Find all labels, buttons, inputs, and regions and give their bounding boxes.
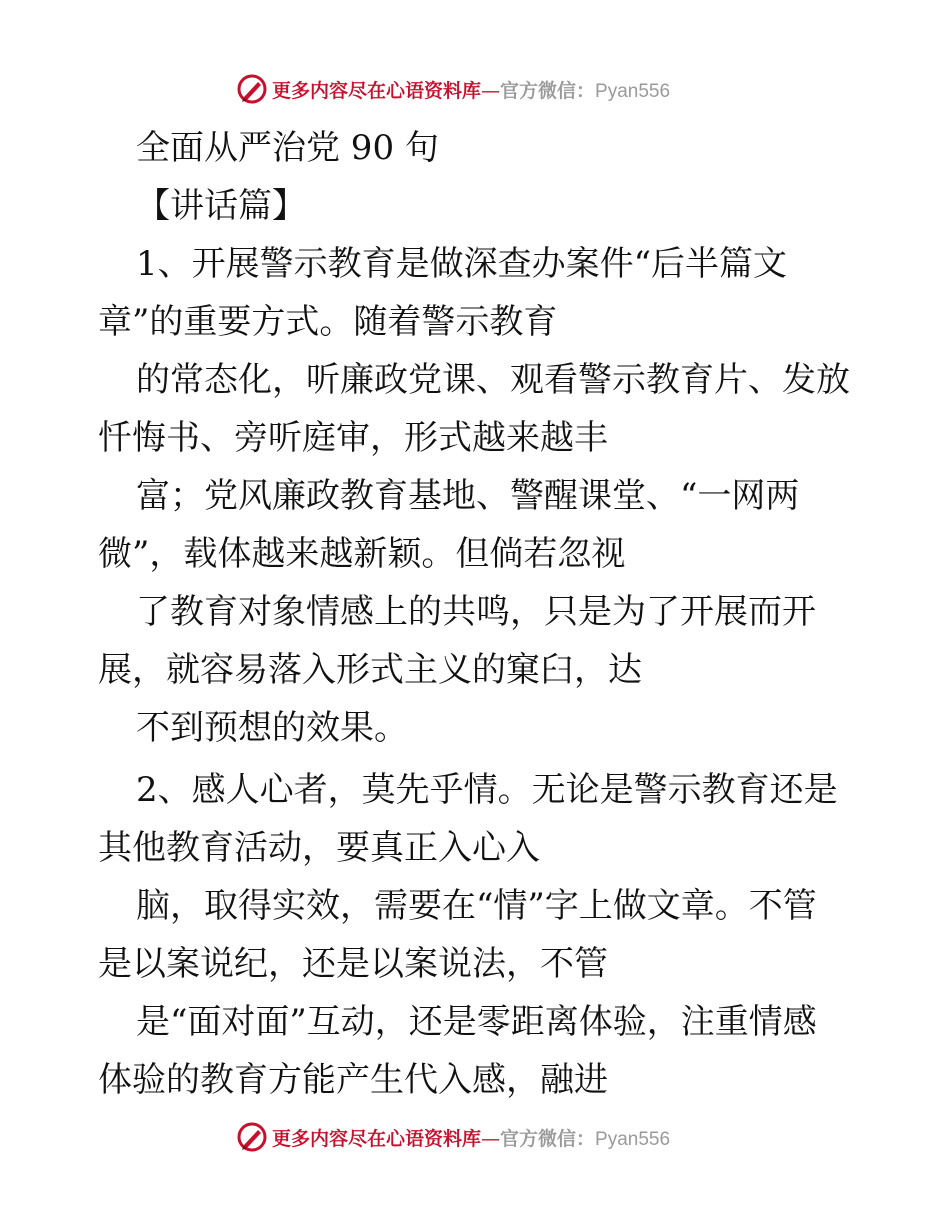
paragraph-line: 2、感人心者，莫先乎情。无论是警示教育还是 xyxy=(136,770,838,810)
banner-dash: — xyxy=(481,79,501,102)
paragraph-line: 其他教育活动，要真正入心入 xyxy=(98,828,540,868)
banner-wechat-label: 官方微信： xyxy=(500,79,596,102)
banner-brand: 更多内容尽在心语资料库 xyxy=(272,79,482,102)
paragraph-line: 富；党风廉政教育基地、警醒课堂、“一网两 xyxy=(136,476,800,516)
header-banner xyxy=(236,72,716,106)
paragraph-line: 的常态化，听廉政党课、观看警示教育片、发放 xyxy=(136,360,850,400)
paragraph-line: 了教育对象情感上的共鸣，只是为了开展而开 xyxy=(136,592,816,632)
paragraph-line: 忏悔书、旁听庭审，形式越来越丰 xyxy=(98,418,608,458)
pen-logo-icon xyxy=(236,1121,268,1153)
paragraph-line: 脑，取得实效，需要在“情”字上做文章。不管 xyxy=(136,886,817,926)
banner-dash: — xyxy=(481,1127,501,1150)
paragraph-line: 展，就容易落入形式主义的窠臼，达 xyxy=(98,650,642,690)
paragraph-line: 是以案说纪，还是以案说法，不管 xyxy=(98,944,608,984)
section-heading: 【讲话篇】 xyxy=(136,186,306,226)
paragraph-line: 1、开展警示教育是做深查办案件“后半篇文 xyxy=(136,244,788,284)
banner-account: Pyan556 xyxy=(595,80,671,102)
footer-banner xyxy=(236,1120,716,1154)
paragraph-line: 体验的教育方能产生代入感，融进 xyxy=(98,1060,608,1100)
paragraph-line: 不到预想的效果。 xyxy=(136,708,408,748)
banner-text xyxy=(272,76,670,103)
banner-account: Pyan556 xyxy=(595,1128,671,1150)
pen-logo-icon xyxy=(236,73,268,105)
paragraph-line: 微”，载体越来越新颖。但倘若忽视 xyxy=(98,534,626,574)
banner-wechat-label: 官方微信： xyxy=(500,1127,596,1150)
paragraph-line: 章”的重要方式。随着警示教育 xyxy=(98,302,558,342)
banner-brand: 更多内容尽在心语资料库 xyxy=(272,1127,482,1150)
document-title: 全面从严治党 90 句 xyxy=(136,128,439,168)
banner-text xyxy=(272,1124,670,1151)
paragraph-line: 是“面对面”互动，还是零距离体验，注重情感 xyxy=(136,1002,817,1042)
